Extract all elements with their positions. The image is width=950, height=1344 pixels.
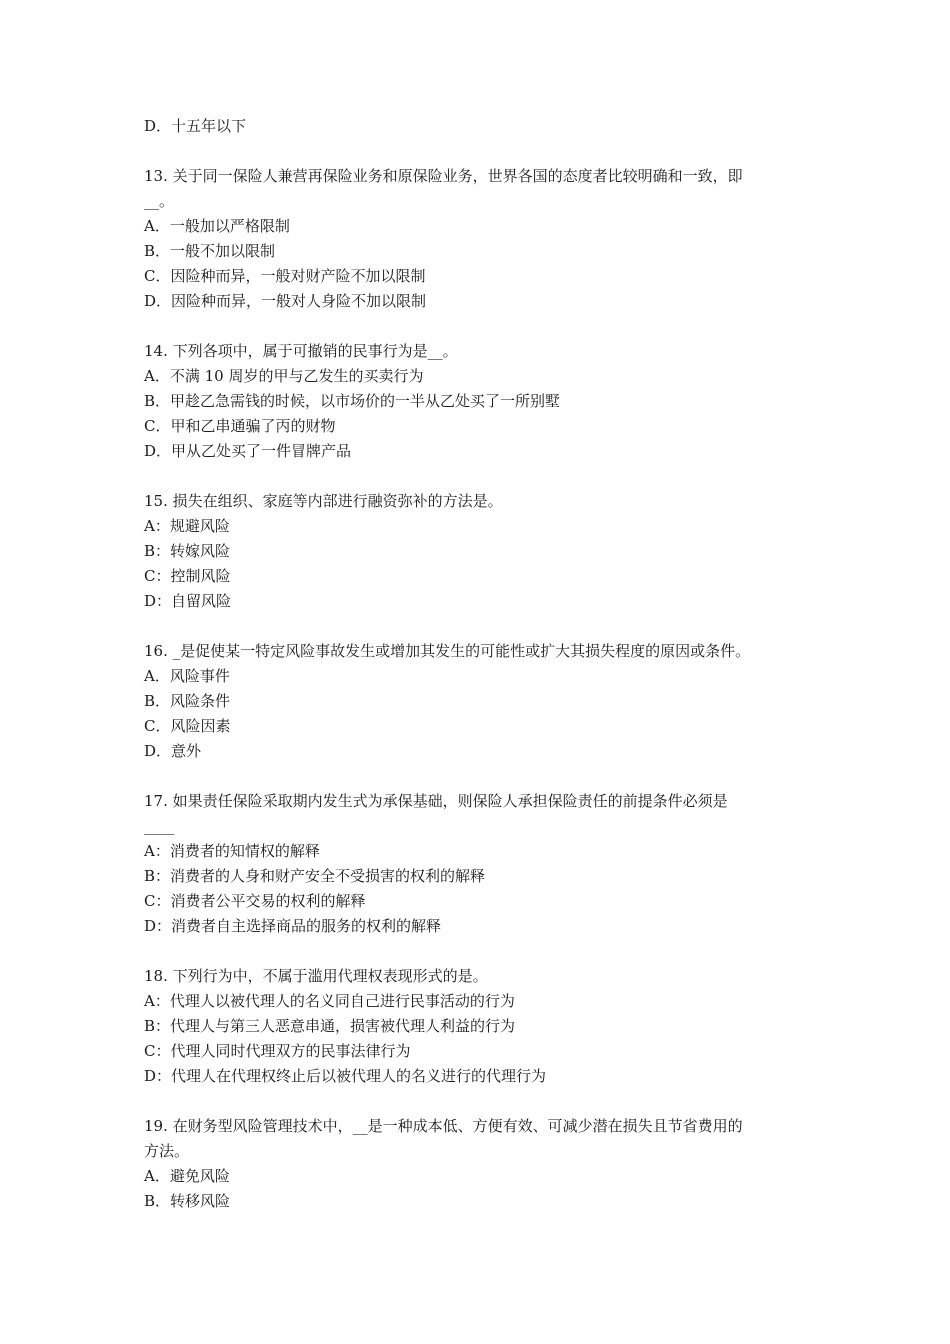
question-block [144,489,824,614]
answer-option: B：转嫁风险 [144,542,231,560]
answer-option: A：消费者的知情权的解释 [144,842,320,860]
question-stem: 15. 损失在组织、家庭等内部进行融资弥补的方法是。 [144,492,503,510]
question-block [144,164,824,314]
answer-option: A．一般加以严格限制 [144,217,290,235]
question-stem: __。 [144,192,175,210]
answer-option: A．风险事件 [144,667,230,685]
answer-option: C：消费者公平交易的权利的解释 [144,892,366,910]
answer-option: B．转移风险 [144,1192,231,1210]
answer-option: D：自留风险 [144,592,232,610]
question-stem: 17. 如果责任保险采取期内发生式为承保基础，则保险人承担保险责任的前提条件必须是 [144,792,728,810]
answer-option: C：控制风险 [144,567,231,585]
answer-option: A：代理人以被代理人的名义同自己进行民事活动的行为 [144,992,515,1010]
answer-option: A．不满 10 周岁的甲与乙发生的买卖行为 [144,367,424,385]
answer-option: A．避免风险 [144,1167,230,1185]
answer-option: D．因险种而异，一般对人身险不加以限制 [144,292,427,310]
answer-option: B．甲趁乙急需钱的时候，以市场价的一半从乙处买了一所别墅 [144,392,561,410]
answer-option: A：规避风险 [144,517,230,535]
answer-option: B．风险条件 [144,692,231,710]
lead-option: D．十五年以下 [144,117,247,135]
answer-option: D：代理人在代理权终止后以被代理人的名义进行的代理行为 [144,1067,547,1085]
question-stem: 19. 在财务型风险管理技术中，__是一种成本低、方便有效、可减少潜在损失且节省费用的 [144,1117,743,1135]
answer-option: B：消费者的人身和财产安全不受损害的权利的解释 [144,867,486,885]
question-stem: ____ [144,817,174,835]
answer-option: D：消费者自主选择商品的服务的权利的解释 [144,917,442,935]
question-stem: 13. 关于同一保险人兼营再保险业务和原保险业务，世界各国的态度者比较明确和一致，即 [144,167,743,185]
answer-option: B．一般不加以限制 [144,242,276,260]
answer-option: C．风险因素 [144,717,231,735]
answer-option: B：代理人与第三人恶意串通，损害被代理人利益的行为 [144,1017,516,1035]
question-stem: 14. 下列各项中，属于可撤销的民事行为是__。 [144,342,458,360]
question-block [144,789,824,939]
question-block [144,964,824,1089]
question-block [144,639,824,764]
answer-option: C．甲和乙串通骗了丙的财物 [144,417,336,435]
question-stem: 18. 下列行为中，不属于滥用代理权表现形式的是。 [144,967,488,985]
answer-option: D．意外 [144,742,202,760]
answer-option: C．因险种而异，一般对财产险不加以限制 [144,267,426,285]
question-block [144,1114,824,1214]
question-stem: 16. _是促使某一特定风险事故发生或增加其发生的可能性或扩大其损失程度的原因或条件。 [144,642,751,660]
question-block [144,339,824,464]
document-page [144,114,824,1214]
question-stem: 方法。 [144,1142,190,1160]
question-list [144,164,824,1214]
answer-option: C：代理人同时代理双方的民事法律行为 [144,1042,411,1060]
answer-option: D．甲从乙处买了一件冒牌产品 [144,442,352,460]
